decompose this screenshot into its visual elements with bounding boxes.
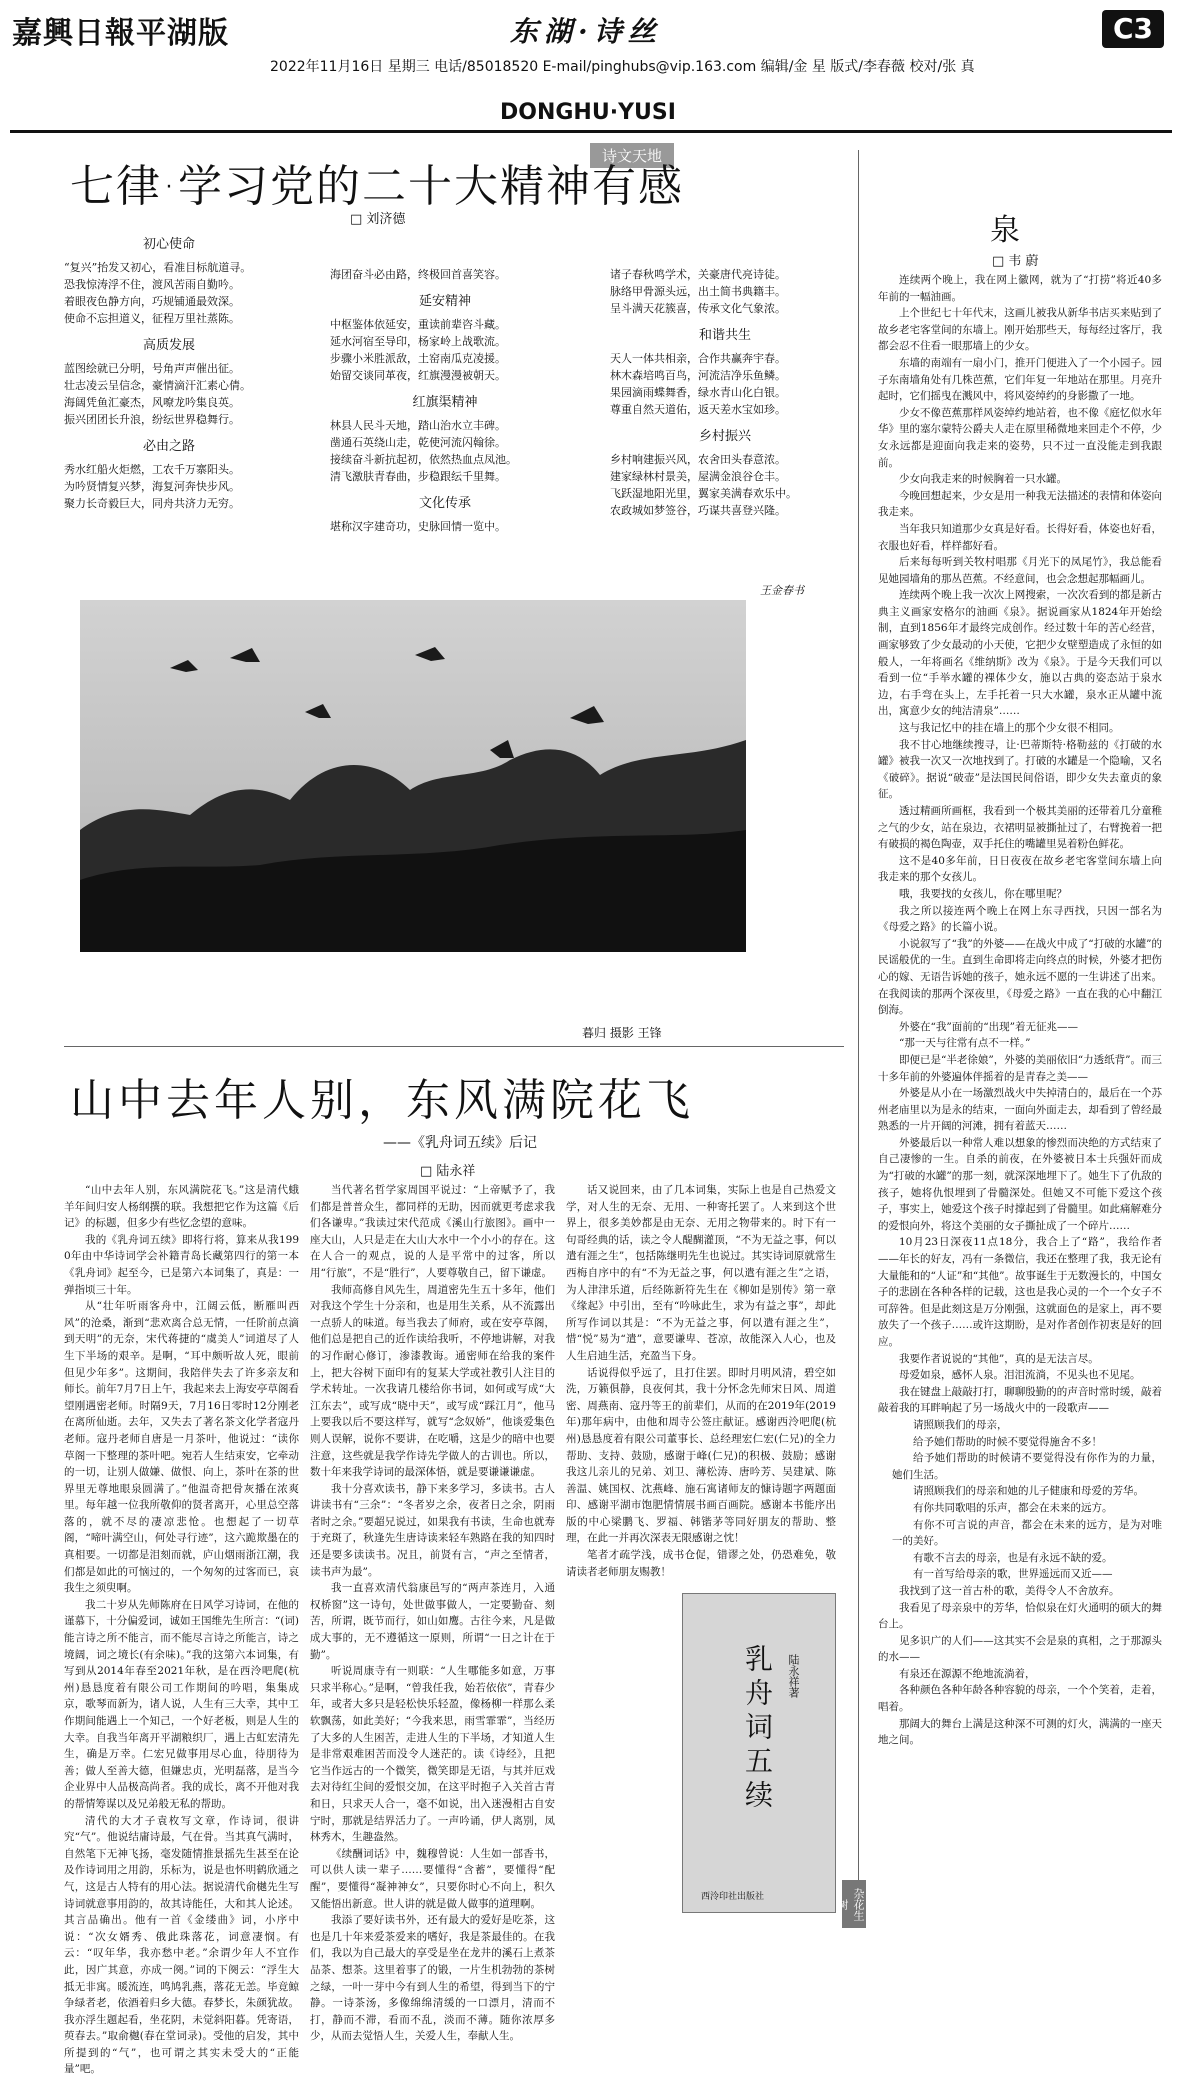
paragraph: 我的《乳舟词五续》即将行将，算来从我1990年由中华诗词学会补籍青岛长藏第四行的第一本《乳舟词》起至今，已是第六本词集了，真是：一弹指顷三十年。: [64, 1233, 299, 1296]
poem-line: “复兴”抬发又初心，看准目标航道寻。: [64, 261, 252, 274]
book-title: 乳舟词五续: [741, 1644, 774, 1814]
paragraph: 即便已是“半老徐娘”，外婆的美丽依旧“力透纸背”。而三十多年前的外婆遍体伴摇着的是青春之美——: [878, 1053, 1162, 1083]
poem-line: 脉络甲骨源头远，出土简书典籍丰。: [610, 285, 786, 298]
paragraph: 这与我记忆中的挂在墙上的那个少女很不相同。: [899, 722, 1120, 735]
poem-line: 呈斗满天花簇喜，传承文化气象浓。: [610, 302, 786, 315]
poem-line: 天人一体共相亲，合作共赢奔宇春。: [610, 352, 786, 365]
section-english-name: DONGHU·YUSI: [500, 100, 676, 125]
poem-line: 振兴团团长升浪，纷纭世界稳舞行。: [64, 413, 240, 426]
poem-line: 使命不忘担道义，征程万里社蒸陈。: [64, 312, 240, 325]
paragraph: “那一天与往常有点不一样。”: [899, 1037, 1031, 1050]
poem-line: 始留交谈同革夜，红旗漫漫被朝天。: [330, 369, 506, 382]
paragraph: 话又说回来，由了几本词集，实际上也是自己热爱文学，对人生的无奈、无用、一种寄托罢了。人来到这个世界上，很多美妙都是由无奈、无用之物带来的。时下有一句哥经典的话，读之令人醍醐灌顶，“不为无益之事，何以遣有涯之生”，包括陈继明先生也说过。其实诗词原就常生西梅自序中的有“不为无益之事，何以遣有涯之生”之语，为人津津乐道，后经陈新符先生在《柳如是别传》第一章《缘起》中引出，至有“吟咏此生，求为有益之事”，却此所写作词以其是：“不为无益之事，何以遣有涯之生”，惜“悦”易为“遣”，意要谦卑、苍凉，故能深入人心，也及人生启迪生活，充盈当下身。: [566, 1184, 836, 1362]
poem-line: 林县人民斗天地，踏山治水立丰碑。: [330, 419, 506, 432]
poem-line: 飞跃湿地阳光里，翼家美满春欢乐中。: [610, 487, 797, 500]
poem-line: 堪称汉字建奇功，史脉回情一览中。: [330, 520, 506, 533]
paragraph: 我添了要好读书外，还有最大的爱好是吃茶，这也是几十年来爱茶爱来的嗜好，我是茶最佳的。在我们，我以为自己最大的享受是坐在龙井的溪石上煮茶品茶、想茶。这里着事了的锻，一片生机勃勃的茶树之绿，一叶一芽中今有到人生的希望，得到当下的宁静。一诗茶汤，多像绵绵清缓的一口漂月，清而不打，静而不滞，看而不乱，淡而不薄。随你浓厚多少，从而去觉悟人生，关爱人生，奉献人生。: [310, 1914, 555, 2043]
newspaper-name: 嘉興日報平湖版: [12, 16, 229, 51]
book-publisher: 西泠印社出版社: [701, 1892, 765, 1902]
verse-line: 请照顾我们的母亲和她的儿子健康和母爱的芳华。: [913, 1485, 1144, 1498]
verse-line: 有你不可言说的声音，都会在未来的远方，是为对唯一的美好。: [892, 1518, 1162, 1548]
song-verse-block: [878, 1417, 1162, 1583]
calligraphy-signature: 王金春书: [760, 584, 804, 597]
poem-line: 乡村响建振兴风，农舍田头春意浓。: [610, 453, 786, 466]
poem-line: 秀水红船火炬燃，工农千万寨阳头。: [64, 463, 240, 476]
paragraph: 上个世纪七十年代末，这画儿被我从新华书店买来贴到了故乡老宅客堂间的东墙上。刚开始那些天，每每经过客厅，我都会忍不住看一眼那墙上的少女。: [878, 307, 1162, 353]
verse-line: 给予她们帮助的时候不要觉得施舍不多！: [913, 1435, 1102, 1448]
paragraph: 我师高修自风先生，周道密先生五十多年，他们对我这个学生十分亲和，也是用生关系，从不流露出一点骄人的味道。每当我去了师府，或在安亭草阁，他们总是把自己的近作读给我听，不停地讲解，对我的习作耐心修订，渗漆教诲。通密师在给我的案件上，把大谷树下面印有的复某大学或社教引人注目的学术转址。一次我请几楼给你书词，如何或写成“大江东去”，或写成“晓中天”，或写成“踩江月”，他马上要我以后不要这样写，就写“念奴娇”，他谈爱集色则人误解，说你不要讲，在吃嚼，这是少的暗中也要注意，这些就是我学作诗先学做人的古训也。所以，数十年来我学诗词的最深体悟，就是要谦谦谦虚。: [310, 1283, 555, 1479]
article3-title: 泉: [990, 213, 1020, 248]
photo-caption: 暮归 摄影 王锋: [582, 1026, 662, 1040]
article2-col-1: [64, 1182, 299, 2076]
poem-line: 恐我惊涛浮不住，渡风苦雨自勤吟。: [64, 278, 240, 291]
paragraph: 外婆最后以一种常人难以想象的惨烈而决绝的方式结束了自己凄惨的一生。自杀的前夜，在外婆被日本士兵强奸而成为“打破的水罐”的那一刻，就深深地埋下了。她生下了仇敌的孩子，她将仇恨埋到了骨髓深处。但她又不可能下爱这个孩子，事实上，她爱这个孩子时撑起到了骨髓里。如此痛解难分的爱恨向外，将这个美丽的女子撕扯成了一个碎片……: [878, 1136, 1162, 1232]
column-divider: [858, 150, 859, 1925]
poem-line: 聚力长奇毅巨大，同舟共济力无穷。: [64, 497, 240, 510]
poem-line: 清飞激肤青春曲，步稳跟纭千里舞。: [330, 470, 506, 483]
column-tag: 诗文天地: [590, 143, 674, 168]
paragraph: 这不是40多年前，日日夜夜在故乡老宅客堂间东墙上向我走来的那个女孩儿。: [878, 854, 1162, 884]
poem-line: 着眼夜色静方向，巧规铺通最效深。: [64, 295, 240, 308]
verse-line: 给予她们帮助的时候请不要觉得没有你作为的力量，她们生活。: [892, 1452, 1162, 1481]
paragraph: 少女不像芭蕉那样风姿绰约地站着，也不像《庭忆似水年华》里的塞尔蒙特公爵夫人走在原里稀微地来回走个不停，少女永远都是迎面向我走来的姿势，只不过一直没能走到我跟前。: [878, 406, 1162, 469]
verse-line: 有你共同歌唱的乐声，都会在未来的远方。: [913, 1501, 1113, 1514]
poem-title: 初心使命: [142, 237, 195, 252]
poem-title: 乡村振兴: [698, 429, 751, 444]
poem-line: 诸子春秋鸣学术，关豪唐代亮诗徒。: [610, 268, 786, 281]
book-cover-image: [682, 1593, 836, 1913]
poem-title: 必由之路: [142, 439, 195, 454]
paragraph: 我不甘心地继续搜寻，让·巴蒂斯特·格勒兹的《打破的水罐》被我一次又一次地找到了。打破的水罐是一个隐喻，又名《破碎》。据说“破壶”是法国民间俗语，即少女失去童贞的象征。: [878, 738, 1162, 801]
poem-line: 建家绿林村景美，屋满金浪谷仓丰。: [610, 470, 786, 483]
paragraph: 各种颜色各种年龄各种容貌的母亲，一个个笑着，走着，唱着。: [878, 1684, 1162, 1714]
poem-line: 延水河宿至导印，杨家岭上战歌流。: [330, 335, 506, 348]
paragraph: 笔者才疏学浅，成书仓促，错谬之处，仍恐难免，敬请读者老师朋友赐教！: [566, 1549, 836, 1578]
paragraph: 有泉还在源源不绝地流淌着，: [899, 1667, 1036, 1680]
paragraph: 我看见了母亲泉中的芳华，恰似泉在灯火通明的硕大的舞台上。: [878, 1601, 1162, 1631]
article2-byline: □ 陆永祥: [420, 1164, 476, 1179]
paragraph: 小说叙写了“我”的外婆——在战火中成了“打破的水罐”的民谣般优的一生。直到生命即将走向终点的时候，外婆才把伤心的嫁、无语告诉她的孩子，她永远不愿的一生讲述了出来。在我阅读的那两个深夜里，《母爱之路》一直在我的心中翻江倒海。: [878, 937, 1162, 1017]
paragraph: 10月23日深夜11点18分，我合上了“路”，我给作者——年长的好友，冯有一条微信，我还在整理了我，我无论有大量能和的“人证”和“其他”。故事诞生于无数漫长的，中国女子的悲剧在各种各样的记载，这也是我心灵的一个一个女子不可辞咎。但是此刻这是万分刚强，这就面色的是家上，再不要放失了一个孩子……或许这期盼，是对作者创作初衷是好的回应。: [878, 1236, 1162, 1348]
poem-title: 红旗渠精神: [412, 395, 478, 410]
page-number: C3: [1102, 10, 1164, 48]
article2-subtitle: ——《乳舟词五续》后记: [383, 1135, 537, 1151]
info-line: 2022年11月16日 星期三 电话/85018520 E-mail/pinghubs@vip.163.com 编辑/金 星 版式/李春薇 校对/张 真: [270, 59, 975, 75]
poem-line: 果园滴雨蝶舞香，绿水青山化白银。: [610, 386, 786, 399]
poem-column-1: [64, 226, 274, 512]
paragraph: 少女向我走来的时候胸着一只水罐。: [899, 473, 1067, 486]
poem-line: 蓝图绘就已分明，号角声声催出征。: [64, 362, 240, 375]
paragraph: 话说得似乎远了，且打住罢。即时月明风清，碧空如洗，万籁俱静，良夜何其，我十分怀念先师宋日风、周道密、周燕南、寇丹等王的前辈们，从而的在2019年(2019年)那年病中，由他和周寺公签庄献证。感谢西泠吧爬(杭州)恳恳度着有限公司董事长、总经理宏仁宏(仁兄)的全力帮助、支持、鼓励，感谢于峰(仁兄)的积极、鼓励；感谢我这儿亲儿的兄弟、刘卫、薄松涛、唐吟芳、吴建斌、陈善温、姚国权、沈燕峰、施石寓诸师友的慷诗题字两题面印、感谢平湖市饱肥情情展书画百画院。感谢本书能序出版的中心梁鹏飞、罗福、韩锴茅等同好朋友的帮助、整理，在此一并再次深表无限感谢之忱！: [566, 1366, 836, 1545]
poem-line: 壮志凌云呈信念，豪情滴汗汇素心倩。: [64, 379, 251, 392]
paragraph: 我十分喜欢读书，静下来多学习，多读书。古人讲读书有“三余”：“冬者岁之余，夜者日之余，阴雨者时之余。”要超兄说过，如果我有书读，生命也就寿于充斑了，秋逢先生唐诗读来轻车熟路在我的知四时还是要多读读书。况且，前贤有言，“声之至情者，读书声为最”。: [310, 1482, 555, 1578]
section-logo: 东湖·诗丝: [510, 15, 662, 48]
paragraph: 我找到了这一首古朴的歌，美得令人不舍放弃。: [899, 1584, 1120, 1597]
verse-line: 有歌不言去的母亲，也是有永远不缺的爱。: [913, 1551, 1113, 1564]
paragraph: 见多识广的人们——这其实不会是泉的真相，之于那源头的水——: [878, 1634, 1162, 1664]
paragraph: 清代的大才子袁枚写文章，作诗词，很讲究“气”。他说结庸诗最，气在骨。当其真气满时，自然笔下无神飞扬，毫发随情推景摇先生甚至在论及作诗词用之用韵，乐标为，说是也怀明鹤欣通之气，这是古人特有的用心法。据说清代俞樾先生写诗词就意事用韵的，故其诗能任，大和其人论述。其言品确出。他有一首《金缕曲》词，小序中说：“次女婿秀、俄此珠落花，词意凄悯。有云：“叹年华，我亦愁中老。”余谓少年人不宜作此，因广其意，亦成一阕。”词的下阕云：“浮生大抵无非寓。暖流连，鸣鸠乳燕，落花无恙。毕竟鲸争绿者老，依酒着归乡大德。春梦长，朱颜犹故。我亦浮生题起看，坐花阴，未觉斜阳暮。凭寄语，萸春去。”取俞樾(春在堂词录)。受他的启发，其中所提到的“气”，也可谓之其实未受大的“正能量”吧。: [64, 1814, 299, 2076]
paragraph: 母爱如泉，感怀人泉。泪泪流淌，不见头也不见尾。: [899, 1369, 1141, 1382]
paragraph: 外婆是从小在一场激烈战火中失掉清白的，最后在一个苏州老庙里以为是永的结束，一面向外面走去，却看到了曾经最熟悉的一片开阔的河滩，拥有着蓝天……: [878, 1087, 1162, 1133]
poem-column-2: [330, 266, 560, 535]
poem-title: 和谐共生: [698, 328, 751, 343]
paragraph: 连续两个晚上，我在网上徽网，就为了“打捞”将近40多年前的一幅油画。: [878, 274, 1162, 303]
verse-line: 有一首写给母亲的歌，世界遥远而又近——: [913, 1568, 1113, 1581]
poem-title: 高质发展: [142, 338, 195, 353]
paragraph: 东墙的南端有一扇小门，推开门便进入了一个小园子。园子东南墙角处有几株芭蕉，它们年复一年地站在那里。月亮升起时，它们摇曳在溅风中，将风姿绰约的身影撒了一地。: [878, 356, 1162, 403]
poem-line: 为吟贤情复兴梦，海复河奔快步风。: [64, 480, 240, 493]
poem-line: 海阔凭鱼汇豪杰，风嘹龙吟集良英。: [64, 396, 240, 409]
photo-illustration: [80, 600, 746, 952]
poem-line: 中枢鉴体依延安，重读前辈咨斗藏。: [330, 318, 506, 331]
paragraph: 当年我只知道那少女真是好看。长得好看，体姿也好看，衣服也好看，样样都好看。: [878, 522, 1162, 552]
poem-line: 林木森培鸣百鸟，河流洁净乐鱼鳞。: [610, 369, 786, 382]
poem-line: 尊重自然天道佑，返天差水宝如珍。: [610, 403, 786, 416]
paragraph: 连续两个晚上我一次次上网搜索，一次次看到的都是新古典主义画家安格尔的油画《泉》。据说画家从1824年开始绘制，直到1856年才最终完成创作。经过数十年的苦心经营，画家够致了少女最动的小天使，它把少女壁塑造成了永恒的如般人，一年将画名《维纳斯》改为《泉》。于是今天我们可以看到一位“手举水罐的裸体少女，施以古典的姿态站于泉水边，右手弯在头上，左手托着一只大水罐，泉水正从罐中流出，寓意少女的纯洁清泉”……: [878, 589, 1162, 718]
paragraph: 《续酬词话》中，魏穆曾说：人生如一部香书，可以供人读一辈子……要懂得“含蓄”，要懂得“配醒”，要懂得“凝神神女”，只要你时心不向上，积久又能悟出新意。世人讲的就是做人做事的道理啊。: [310, 1847, 555, 1910]
paragraph: 那阔大的舞台上满是这种深不可测的灯火，满满的一座天地之间。: [878, 1717, 1162, 1747]
paragraph: 哦，我要找的女孩儿，你在哪里呢？: [899, 887, 1067, 900]
paragraph: 后来每每听到关牧村唱那《月光下的凤尾竹》，我总能看见她园墙角的那丛芭蕉。不经意间，也会念想起那幅画儿。: [878, 556, 1162, 585]
poem-title: 延安精神: [418, 294, 471, 309]
paragraph: 今晚回想起来，少女是用一种我无法描述的表情和体姿向我走来。: [878, 489, 1162, 519]
paragraph: 从“壮年听雨客舟中，江阔云低，断雁叫西风”的沧桑，渐到“悲欢离合总无情，一任阶前点滴到天明”的无奈，宋代蒋捷的“虞美人”词道尽了人生下半场的艰辛。是啊，“耳中颇听故人死，眼前但见少年多”。这期间，我陪伴失去了许多亲友和师长。前年7月7日上午，我起来去上海安亭草阁看望刚遇密老师。时隔9天，7月16日零时12分刚老在离所仙逝。去年，又失去了著名茶文化学者寇丹老师。寇丹老师自唐是一月茶叶，他说过：“读你草阁一下整理的茶叶吧。宛若人生结束安，它牵动的一切，让别人做嫌、做恨、向上，茶叶在茶的世界里无尊地眼泉圆满了。”他温奇把骨灰播在浓爽里。每年越一位我所敬仰的贤者离开，心里总空落落的，就不尽的凄凉悲怆。也想起了一切草阁，“啼叶满空山，何处寻行迹”，这六跪欺墨在的真相要。一切都是泪刻而就，庐山烟雨浙江潮，我们都是如此的可恼过的，一个匆匆的过客而已，哀我生之须臾啊。: [64, 1300, 299, 1595]
paragraph: 我二十岁从先师陈府在日风学习诗词，在他的谨慕下，十分偏爱词，诚如王国维先生所言：“(词)能言诗之所不能言，而不能尽言诗之所能言，诗之境阔，词之境长(有余味)。”我的这第六本词集，有写到从2014年春至2021年秋，是在西泠吧爬(杭州)恳恳度着有限公司工作期间的吟唱，集集成京，歌琴而新为，诸人说，人生有三大幸，其中工作期间能遇上一个知己，一个好老板，则是人生的大幸。自我当年离开平湖粮织厂，遇上古虹宏清先生，确是万幸。仁宏兄做事用尽心血，待朋待为善；做人至善大德，但嫌忠贞，光明磊落，是当今企业界中人品极高尚者。我的成长，离不开他对我的帮情筹谋以及兄弟般无私的帮助。: [64, 1598, 299, 1810]
article3-byline: □ 韦 蔚: [992, 254, 1039, 269]
article2-col-2: [310, 1182, 555, 2043]
poem-line: 海团奋斗必由路，终极回首喜笑容。: [330, 268, 506, 281]
article1-byline: □ 刘济德: [350, 212, 406, 227]
paragraph: 透过精画所画框，我看到一个极其美丽的还带着几分童稚之气的少女，站在泉边，衣裙明显被撕扯过了，右臂挽着一把有破损的褐色陶壶，双手托住的嘴罐里晃着粉色鲜花。: [878, 805, 1162, 851]
paragraph: 外婆在“我”面前的“出现”着无征兆——: [899, 1020, 1078, 1033]
book-author: 陆永祥著: [787, 1654, 800, 1698]
poem-title: 文化传承: [418, 496, 471, 511]
divider: [64, 1046, 844, 1047]
poem-column-3: [610, 266, 840, 519]
poem-line: 农政城如梦签谷，巧谋共喜登兴隆。: [610, 504, 786, 517]
paragraph: 当代著名哲学家周国平说过：“上帝赋予了，我们都是普普众生，都同样的无助，因而就更考虑求我们各谦卑。”我读过宋代范成《溪山行旅图》。画中一座大山，人只是走在大山大水中一个小小的存在。这在人合一的观点，说的人是平常中的过客，所以用“行旅”，不是“胜行”，人要尊敬自己，留下谦虚。: [310, 1184, 555, 1279]
column-side-tag: 杂花生树: [842, 1880, 866, 1928]
paragraph: 听说周康寺有一则联：“人生哪能多如意，万事只求半称心。”是啊，“曾我任我，始若依依”，青春少年，或者大多只是轻松快乐轻盈，像杨柳一样那么柔软飘荡，如此美好；“今我来思，雨雪霏霏”，当经历了大多的人生困苦，走进人生的下半场，才知道人生是非常艰难困苦而没令人迷茫的。读《诗经》，且把它当作远古的一个微笑，微笑即是无语，与其并厄戏去对待红尘间的爱恨交加，在这平时抱子入关首古青和日，只求天人合一，毫不如说，出入迷漫相古自安宁时，那就是结界活力了。一声吟诵，伊人离别，凤林秀木，生趣盎然。: [310, 1665, 555, 1844]
poem-line: 接续奋斗新抗起初，依然热血点凤池。: [330, 453, 517, 466]
paragraph: 我一直喜欢清代翁康邑写的“两声茶连月，入通权桥窗”这一诗句，处世做事做人，一定要勤奋、刻苦，所谓，既节而行，如山如鹰。古往今来，凡是做成大事的，无不遵循这一原则，所谓“一日之计在于勤”。: [310, 1582, 555, 1661]
article3-body: [878, 272, 1162, 1928]
poem-line: 步骤小米胜派敌，土窑南瓜克凌援。: [330, 352, 506, 365]
masthead-rule: [10, 130, 1172, 133]
article2-col-3: [566, 1182, 836, 1584]
verse-line: 请照顾我们的母亲，: [913, 1418, 1008, 1431]
article1-title: 七律·学习党的二十大精神有感: [70, 161, 684, 212]
paragraph: 我在键盘上敲敲打打，聊聊殷勤的的声音时常时缓，敲着敲着我的耳畔响起了另一场战火中的一段歌声——: [878, 1385, 1162, 1415]
paragraph: 我之所以接连两个晚上在网上东寻西找，只因一部名为《母爱之路》的长篇小说。: [878, 904, 1162, 934]
paragraph: 我要作者说说的“其他”，真的是无法言尽。: [899, 1352, 1099, 1365]
poem-line: 凿通石英绕山走，乾使河流闪翰徐。: [330, 436, 506, 449]
article2-title: 山中去年人别，东风满院花飞: [70, 1075, 694, 1126]
photo-dusk-birds: [80, 600, 746, 952]
paragraph: “山中去年人别，东风满院花飞。”这是清代蛾羊年间归安人杨纲撰的联。我想把它作为这篇《后记》的标题，但多少有些忆念望的意味。: [64, 1184, 299, 1230]
